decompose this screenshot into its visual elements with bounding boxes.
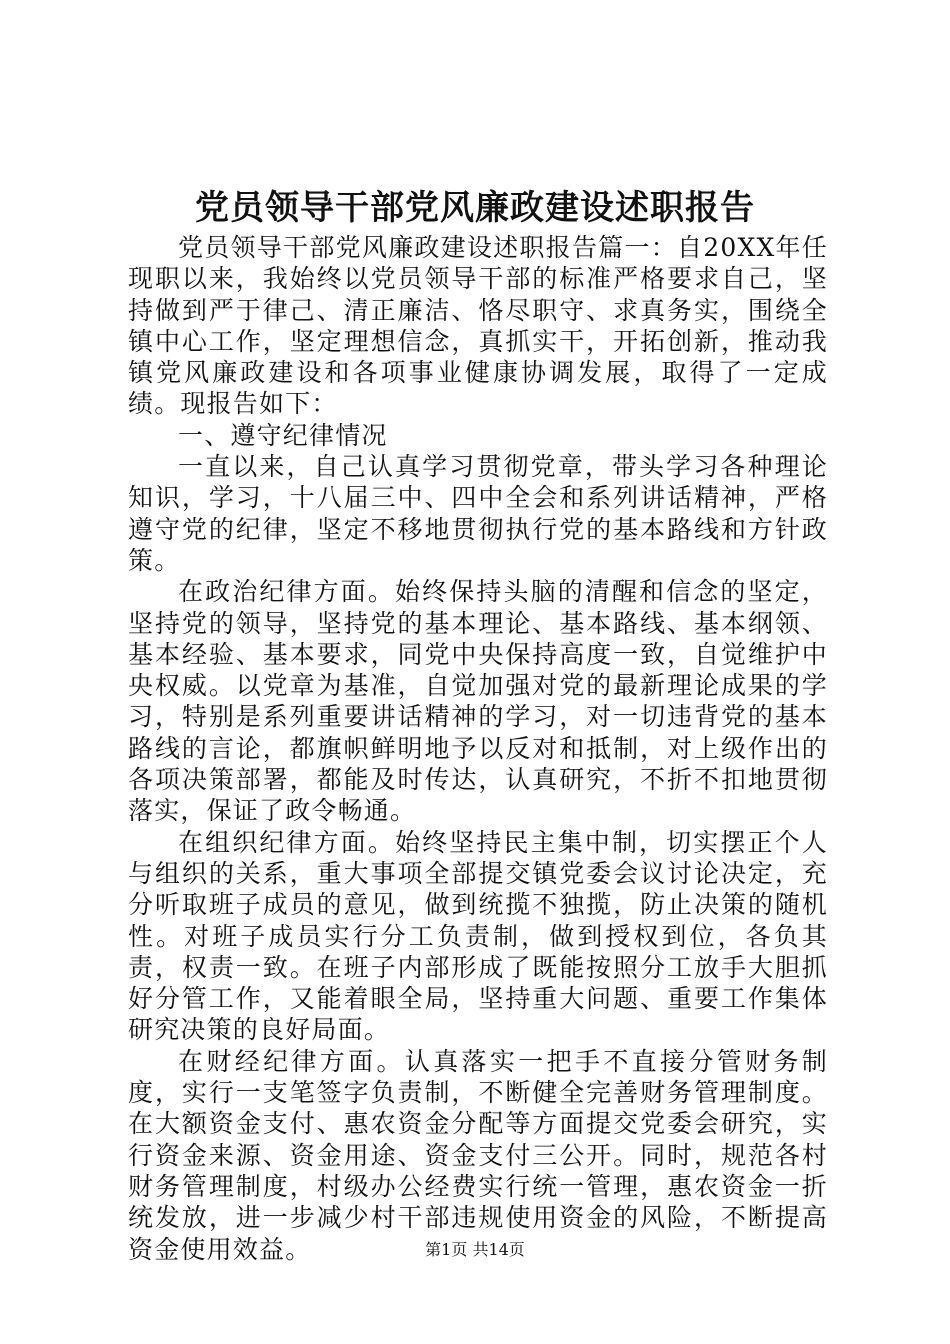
paragraph-intro: 党员领导干部党风廉政建设述职报告篇一：自20XX年任现职以来，我始终以党员领导干部的标准严格要求自己，坚持做到严于律己、清正廉洁、恪尽职守、求真务实，围绕全镇中心工作，坚定理想信念，真抓实干，开拓创新，推动我镇党风廉政建设和各项事业健康协调发展，取得了一定成绩。现报告如下： bbox=[128, 233, 828, 419]
paragraph-study: 一直以来，自己认真学习贯彻党章，带头学习各种理论知识，学习，十八届三中、四中全会和系列讲话精神，严格遵守党的纪律，坚定不移地贯彻执行党的基本路线和方针政策。 bbox=[128, 452, 828, 575]
document-body bbox=[128, 232, 828, 1265]
paragraph-organizational-discipline: 在组织纪律方面。始终坚持民主集中制，切实摆正个人与组织的关系，重大事项全部提交镇党委会议讨论决定，充分听取班子成员的意见，做到统揽不独揽，防止决策的随机性。对班子成员实行分工负责制，做到授权到位，各负其责，权责一致。在班子内部形成了既能按照分工放手大胆抓好分管工作，又能着眼全局，坚持重大问题、重要工作集体研究决策的良好局面。 bbox=[128, 827, 828, 1045]
paragraph-financial-discipline: 在财经纪律方面。认真落实一把手不直接分管财务制度，实行一支笔签字负责制，不断健全完善财务管理制度。在大额资金支付、惠农资金分配等方面提交党委会研究，实行资金来源、资金用途、资金支付三公开。同时，规范各村财务管理制度，村级办公经费实行统一管理，惠农资金一折统发放，进一步减少村干部违规使用资金的风险，不断提高资金使用效益。 bbox=[128, 1046, 828, 1264]
document-title: 党员领导干部党风廉政建设述职报告 bbox=[195, 188, 755, 228]
section-heading: 一、遵守纪律情况 bbox=[178, 420, 388, 450]
page-number-footer: 第1页 共14页 bbox=[425, 1240, 525, 1259]
paragraph-political-discipline: 在政治纪律方面。始终保持头脑的清醒和信念的坚定，坚持党的领导，坚持党的基本理论、基本路线、基本纲领、基本经验、基本要求，同党中央保持高度一致，自觉维护中央权威。以党章为基准，自觉加强对党的最新理论成果的学习，特别是系列重要讲话精神的学习，对一切违背党的基本路线的言论，都旗帜鲜明地予以反对和抵制，对上级作出的各项决策部署，都能及时传达，认真研究，不折不扣地贯彻落实，保证了政令畅通。 bbox=[128, 577, 828, 826]
